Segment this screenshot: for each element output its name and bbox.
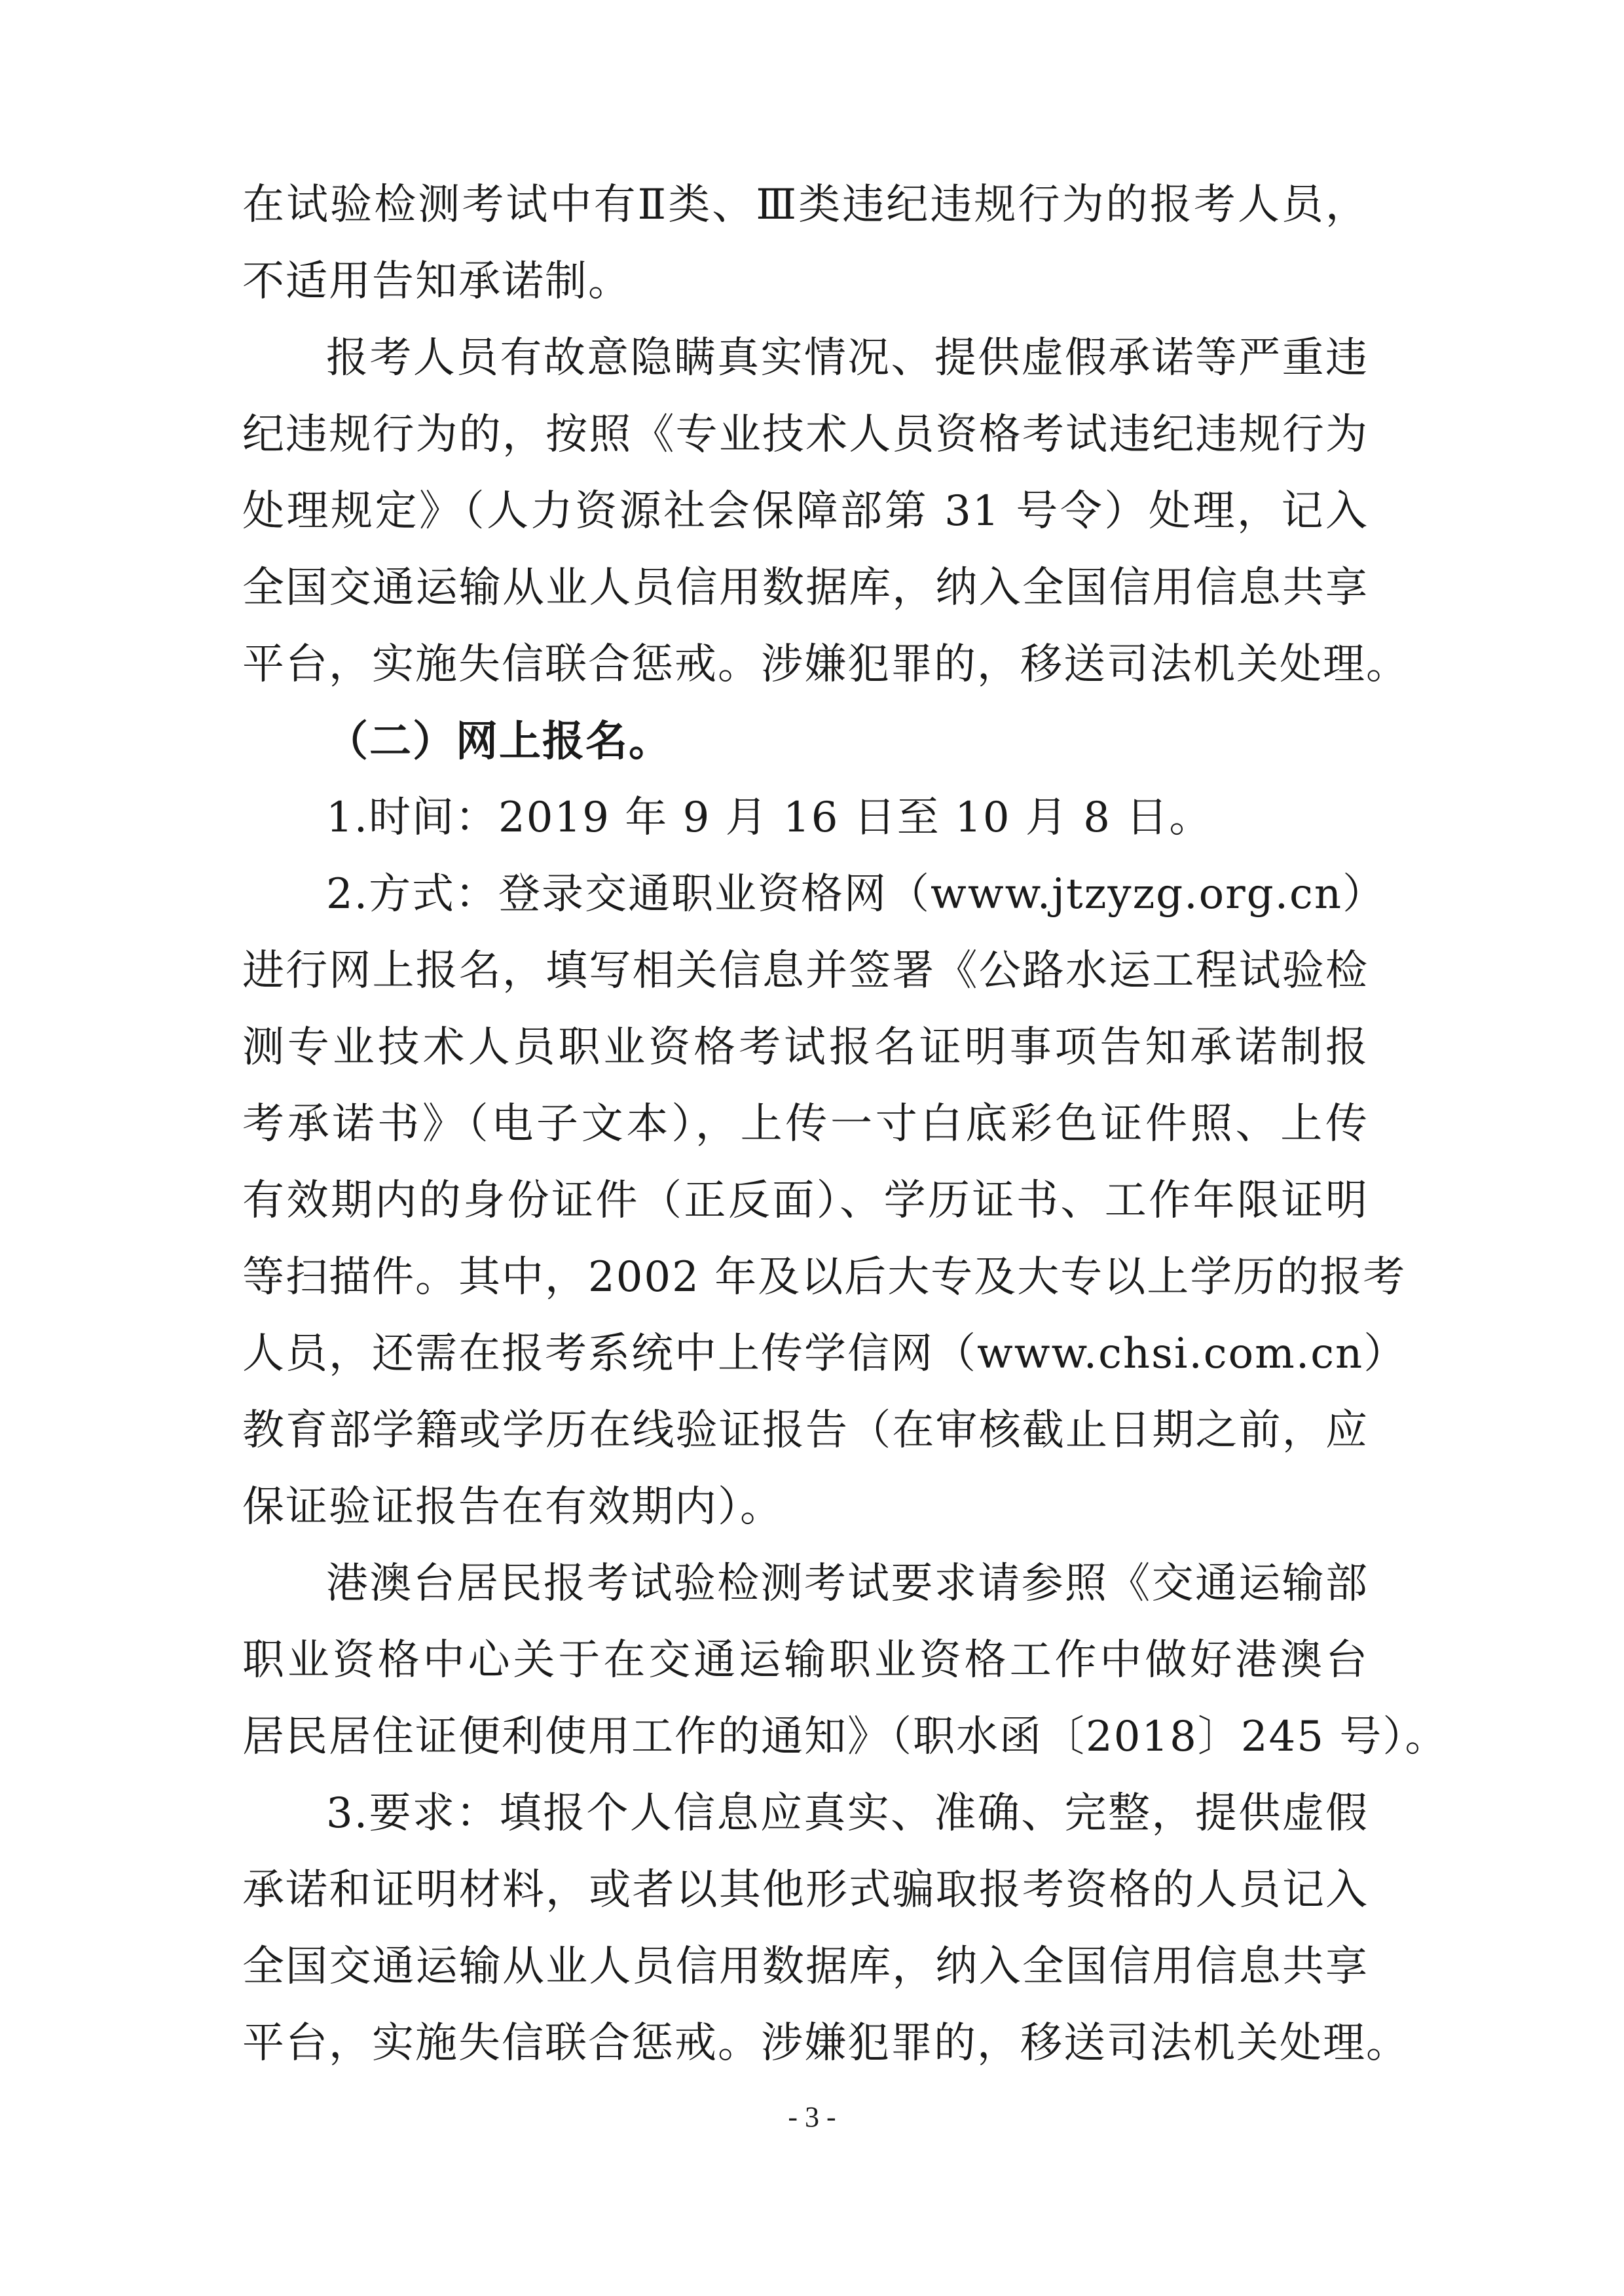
text-line: 处理规定》（人力资源社会保障部第 31 号令）处理，记入: [242, 487, 1369, 536]
text-line: 不适用告知承诺制。: [242, 257, 631, 306]
text-line: 进行网上报名，填写相关信息并签署《公路水运工程试验检: [242, 947, 1369, 995]
text-line: 测专业技术人员职业资格考试报名证明事项告知承诺制报: [242, 1023, 1369, 1072]
text-line: 全国交通运输从业人员信用数据库，纳入全国信用信息共享: [242, 1942, 1369, 1991]
text-line: 有效期内的身份证件（正反面）、学历证书、工作年限证明: [242, 1176, 1369, 1225]
text-line: 职业资格中心关于在交通运输职业资格工作中做好港澳台: [242, 1636, 1369, 1685]
text-line: 3.要求：填报个人信息应真实、准确、完整，提供虚假: [326, 1789, 1369, 1838]
text-line: 1.时间：2019 年 9 月 16 日至 10 月 8 日。: [326, 793, 1213, 842]
text-line: 报考人员有故意隐瞒真实情况、提供虚假承诺等严重违: [326, 334, 1369, 382]
section-heading: （二）网上报名。: [326, 717, 672, 766]
text-line: 考承诺书》（电子文本），上传一寸白底彩色证件照、上传: [242, 1100, 1369, 1148]
text-line: 在试验检测考试中有Ⅱ类、Ⅲ类违纪违规行为的报考人员，: [242, 181, 1369, 229]
text-line: 保证验证报告在有效期内）。: [242, 1483, 783, 1531]
document-body: [242, 167, 1449, 2082]
page-number: - 3 -: [788, 2101, 836, 2133]
text-line: 教育部学籍或学历在线验证报告（在审核截止日期之前，应: [242, 1406, 1369, 1455]
text-line: 纪违规行为的，按照《专业技术人员资格考试违纪违规行为: [242, 410, 1369, 459]
text-line: 2.方式：登录交通职业资格网（www.jtzyzg.org.cn）: [326, 870, 1386, 919]
text-line: 人员，还需在报考系统中上传学信网（www.chsi.com.cn）: [242, 1330, 1407, 1378]
text-line: 平台，实施失信联合惩戒。涉嫌犯罪的，移送司法机关处理。: [242, 640, 1409, 689]
text-line: 居民居住证便利使用工作的通知》（职水函〔2018〕245 号）。: [242, 1713, 1449, 1761]
text-line: 港澳台居民报考试验检测考试要求请参照《交通运输部: [326, 1559, 1369, 1608]
text-line: 承诺和证明材料，或者以其他形式骗取报考资格的人员记入: [242, 1866, 1369, 1914]
text-line: 平台，实施失信联合惩戒。涉嫌犯罪的，移送司法机关处理。: [242, 2019, 1409, 2068]
text-line: 等扫描件。其中，2002 年及以后大专及大专以上学历的报考: [242, 1253, 1407, 1302]
text-line: 全国交通运输从业人员信用数据库，纳入全国信用信息共享: [242, 564, 1369, 612]
